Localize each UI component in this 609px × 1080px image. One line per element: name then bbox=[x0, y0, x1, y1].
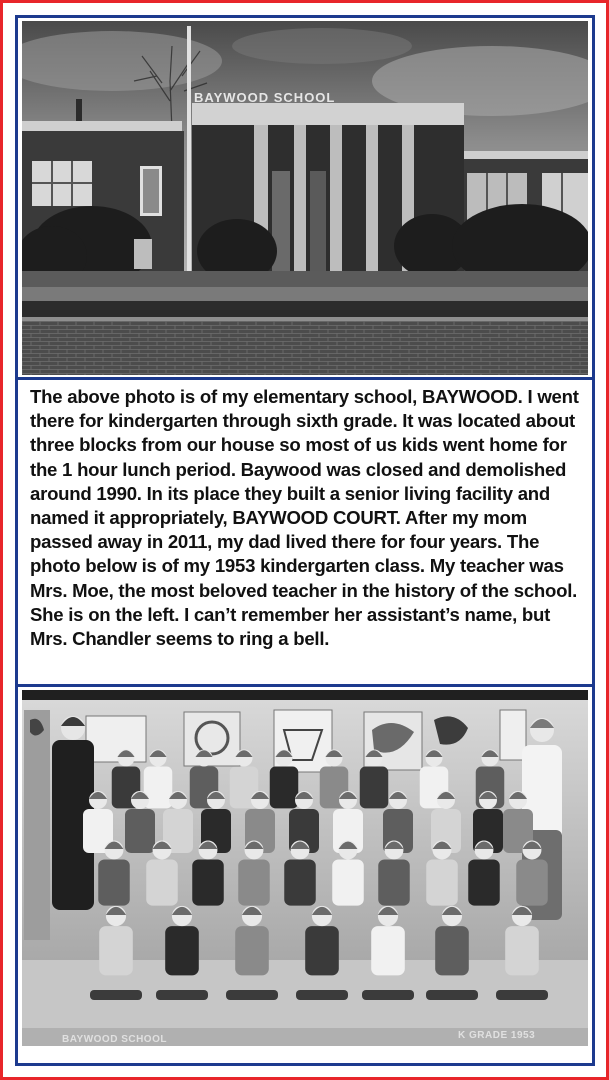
kindergarten-class-photo bbox=[22, 690, 588, 1046]
photo-label-grade: K GRADE 1953 bbox=[458, 1030, 536, 1041]
photo-label-school: BAYWOOD SCHOOL bbox=[62, 1034, 167, 1045]
school-sign-text: BAYWOOD SCHOOL bbox=[194, 90, 336, 105]
caption-text: The above photo is of my elementary school, BAYWOOD. I went there for kindergarten through sixth grade. It was located about three blocks from our house so most of us kids went home for the 1 hour lunch period. Baywood was closed and demolished around 1990. In its place they built a senior living facility and named it appropriately, BAYWOOD COURT. After my mom passed away in 2011, my dad lived there for four years. The photo below is of my 1953 kindergarten class. My teacher was Mrs. Moe, the most beloved teacher in the history of the school. She is on the left. I can’t remember her assistant’s name, but Mrs. Chandler seems to ring a bell. bbox=[30, 386, 579, 650]
school-building-photo bbox=[22, 21, 588, 375]
inner-blue-border bbox=[15, 15, 595, 1066]
divider-bottom bbox=[18, 684, 592, 687]
school-building-illustration bbox=[22, 21, 588, 375]
class-photo-illustration bbox=[22, 690, 588, 1046]
divider-top bbox=[18, 377, 592, 380]
